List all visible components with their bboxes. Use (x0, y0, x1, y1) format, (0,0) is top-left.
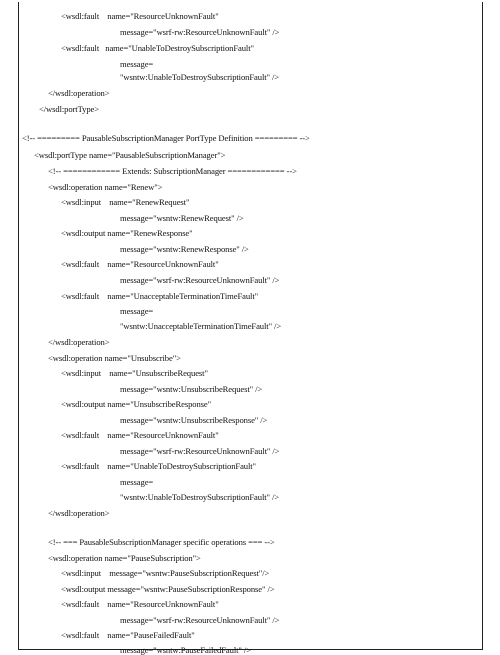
section-comment: <!-- ============ Extends: SubscriptionManager ============ --> (48, 166, 297, 176)
code-line: <wsdl:output name="UnsubscribeResponse" (61, 399, 212, 409)
code-line: "wsntw:UnableToDestroySubscriptionFault" /> (120, 492, 280, 502)
code-line: <wsdl:fault name="ResourceUnknownFault" (61, 430, 219, 440)
section-comment: <!-- ========= PausableSubscriptionManager PortType Definition ========= --> (22, 133, 310, 143)
code-line: <wsdl:fault name="UnableToDestroySubscriptionFault" (61, 43, 254, 53)
code-line: <wsdl:operation name="PauseSubscription"> (48, 553, 201, 563)
code-line: <wsdl:fault name="ResourceUnknownFault" (61, 599, 219, 609)
code-line: <wsdl:fault name="PauseFailedFault" (61, 630, 195, 640)
code-line: </wsdl:operation> (48, 88, 110, 98)
code-line: <wsdl:output message="wsntw:PauseSubscriptionResponse" /> (61, 584, 275, 594)
code-line: <wsdl:input message="wsntw:PauseSubscriptionRequest"/> (61, 568, 270, 578)
code-line: <wsdl:fault name="ResourceUnknownFault" (61, 11, 219, 21)
code-line: message="wsrf-rw:ResourceUnknownFault" /> (120, 446, 280, 456)
code-line: message="wsntw:UnsubscribeRequest" /> (120, 384, 263, 394)
code-line: message= (120, 306, 154, 316)
section-comment: <!-- === PausableSubscriptionManager specific operations === --> (48, 537, 275, 547)
code-line: </wsdl:operation> (48, 337, 110, 347)
code-line: <wsdl:output name="RenewResponse" (61, 228, 193, 238)
code-line: message="wsntw:RenewResponse" /> (120, 244, 249, 254)
code-line: </wsdl:operation> (48, 508, 110, 518)
code-line: "wsntw:UnacceptableTerminationTimeFault" /> (120, 321, 282, 331)
code-line: message="wsntw:RenewRequest" /> (120, 213, 244, 223)
code-line: <wsdl:operation name="Unsubscribe"> (48, 353, 181, 363)
code-line: message= (120, 477, 154, 487)
code-line: message="wsrf-rw:ResourceUnknownFault" /> (120, 615, 280, 625)
code-line: <wsdl:operation name="Renew"> (48, 182, 163, 192)
code-line: "wsntw:UnableToDestroySubscriptionFault" /> (120, 72, 280, 82)
code-line: <wsdl:input name="UnsubscribeRequest" (61, 368, 208, 378)
code-line: message="wsrf-rw:ResourceUnknownFault" /> (120, 27, 280, 37)
code-line: message="wsntw:UnsubscribeResponse" /> (120, 415, 268, 425)
code-line: </wsdl:portType> (39, 104, 100, 114)
code-line: <wsdl:input name="RenewRequest" (61, 197, 190, 207)
code-line: message= (120, 59, 154, 69)
code-line: message="wsrf-rw:ResourceUnknownFault" /> (120, 275, 280, 285)
code-line: <wsdl:fault name="ResourceUnknownFault" (61, 259, 219, 269)
code-line: message="wsntw:PauseFailedFault" /> (120, 645, 251, 655)
code-line: <wsdl:fault name="UnacceptableTerminationTimeFault" (61, 291, 259, 301)
code-listing-frame (18, 2, 483, 655)
code-line: <wsdl:portType name="PausableSubscriptionManager"> (34, 150, 226, 160)
code-line: <wsdl:fault name="UnableToDestroySubscriptionFault" (61, 461, 256, 471)
